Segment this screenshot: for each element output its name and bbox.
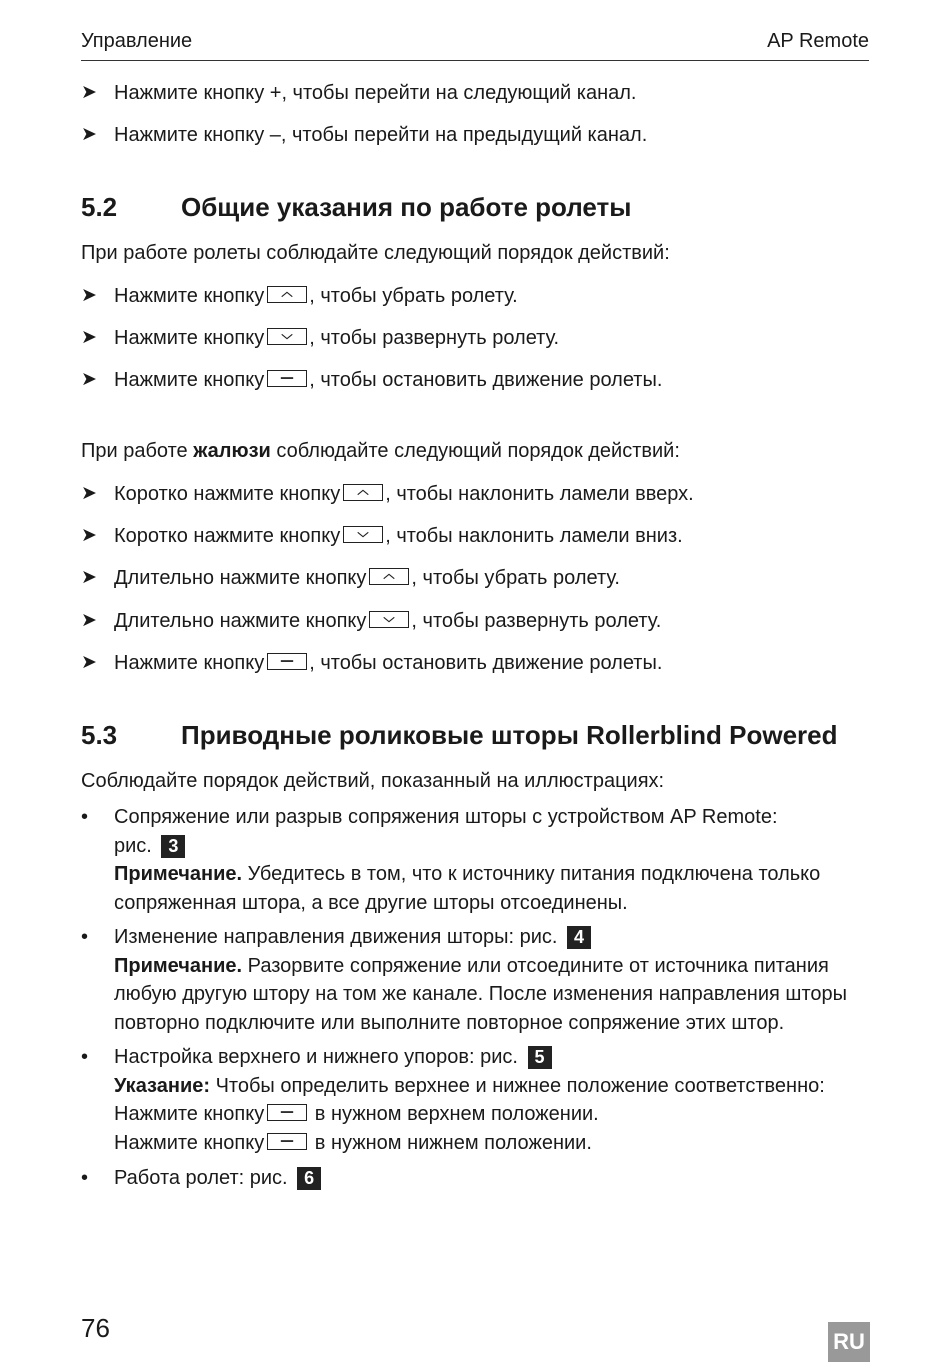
figure-ref-badge: 6 [297, 1167, 321, 1190]
section-intro-blinds: При работе жалюзи соблюдайте следующий порядок действий: [81, 440, 680, 462]
arrow-icon: ➤ [81, 285, 97, 306]
bullet-icon: • [81, 1167, 89, 1189]
page-header [81, 28, 869, 61]
section-intro: Соблюдайте порядок действий, показанный на иллюстрациях: [81, 770, 665, 792]
figure-ref-badge: 3 [161, 835, 185, 858]
arrow-icon: ➤ [81, 525, 97, 546]
page-number: 76 [81, 1313, 110, 1343]
up-key-icon [369, 568, 409, 585]
arrow-icon: ➤ [81, 610, 97, 631]
arrow-icon: ➤ [81, 369, 97, 390]
bullet-icon: • [81, 1046, 89, 1068]
arrow-icon: ➤ [81, 567, 97, 588]
section-intro: При работе ролеты соблюдайте следующий порядок действий: [81, 242, 670, 264]
stop-key-icon [267, 370, 307, 387]
up-key-icon [267, 286, 307, 303]
arrow-icon: ➤ [81, 327, 97, 348]
figure-ref-badge: 5 [528, 1046, 552, 1069]
arrow-icon: ➤ [81, 652, 97, 673]
down-key-icon [369, 611, 409, 628]
arrow-icon: ➤ [81, 483, 97, 504]
up-key-icon [343, 484, 383, 501]
manual-page: Управление AP Remote ➤ Нажмите кнопку +, чтобы перейти на следующий канал. ➤ Нажмите кнопку –, чтобы перейти на предыдущий канал. 5.2 Общие указания по работе ролеты При работе ролеты соблюдайте следующий порядок действий: ➤ Нажмите кнопку , чтобы убрать ролету. ➤ Нажмите кнопку , чтобы развернуть ролету. ➤ Нажмите кнопку , чтобы остановить движение ролеты. При работе жалюзи соблюдайте следующий порядок действий: ➤ Коротко нажмите кнопку , чтобы наклонить ламели вверх. ➤ Коротко нажмите кнопку , чтобы наклонить ламели вниз. ➤ Длительно нажмите кнопку , чтобы убрать ролету. ➤ Длительно нажмите кнопку , чтобы развернуть ролету. ➤ Нажмите кнопку , чтобы остановить движение ролеты. 5.3 Приводные роликовые шторы Rollerblind Powered Соблюдайте порядок действий, показанный на иллюстрациях: • Сопряжение или разрыв сопряжения шторы с устройством AP Remote: рис. 3 Примечание. Убедитесь в том, что к источнику питания подключена только сопряженная штора, а все другие шторы отсоединены. • Изменение направления движения шторы: рис. 4 Примечание. Разорвите сопряжение или отсоедините от источника питания любую другую штору на том же канале. После изменения направления шторы повторно подключите или выполните повторное сопряжение этих штор. • Настройка верхнего и нижнего упоров: рис. 5 Указание: Чтобы определить верхнее и нижнее положение соответственно: Нажмите кнопку в нужном верхнем положении. Нажмите кнопку в нужном нижнем положении. • Работа ролет: рис. 6 76 RU [0, 0, 950, 1365]
figure-ref-badge: 4 [567, 926, 591, 949]
arrow-icon: ➤ [81, 82, 97, 103]
header-section-title: Управление [81, 30, 193, 52]
bullet-icon: • [81, 926, 89, 948]
stop-key-icon [267, 1104, 307, 1121]
stop-key-icon [267, 1133, 307, 1150]
down-key-icon [343, 526, 383, 543]
arrow-icon: ➤ [81, 124, 97, 145]
stop-key-icon [267, 653, 307, 670]
down-key-icon [267, 328, 307, 345]
header-product-name: AP Remote [767, 30, 869, 52]
language-badge: RU [828, 1322, 870, 1362]
bullet-icon: • [81, 806, 89, 828]
